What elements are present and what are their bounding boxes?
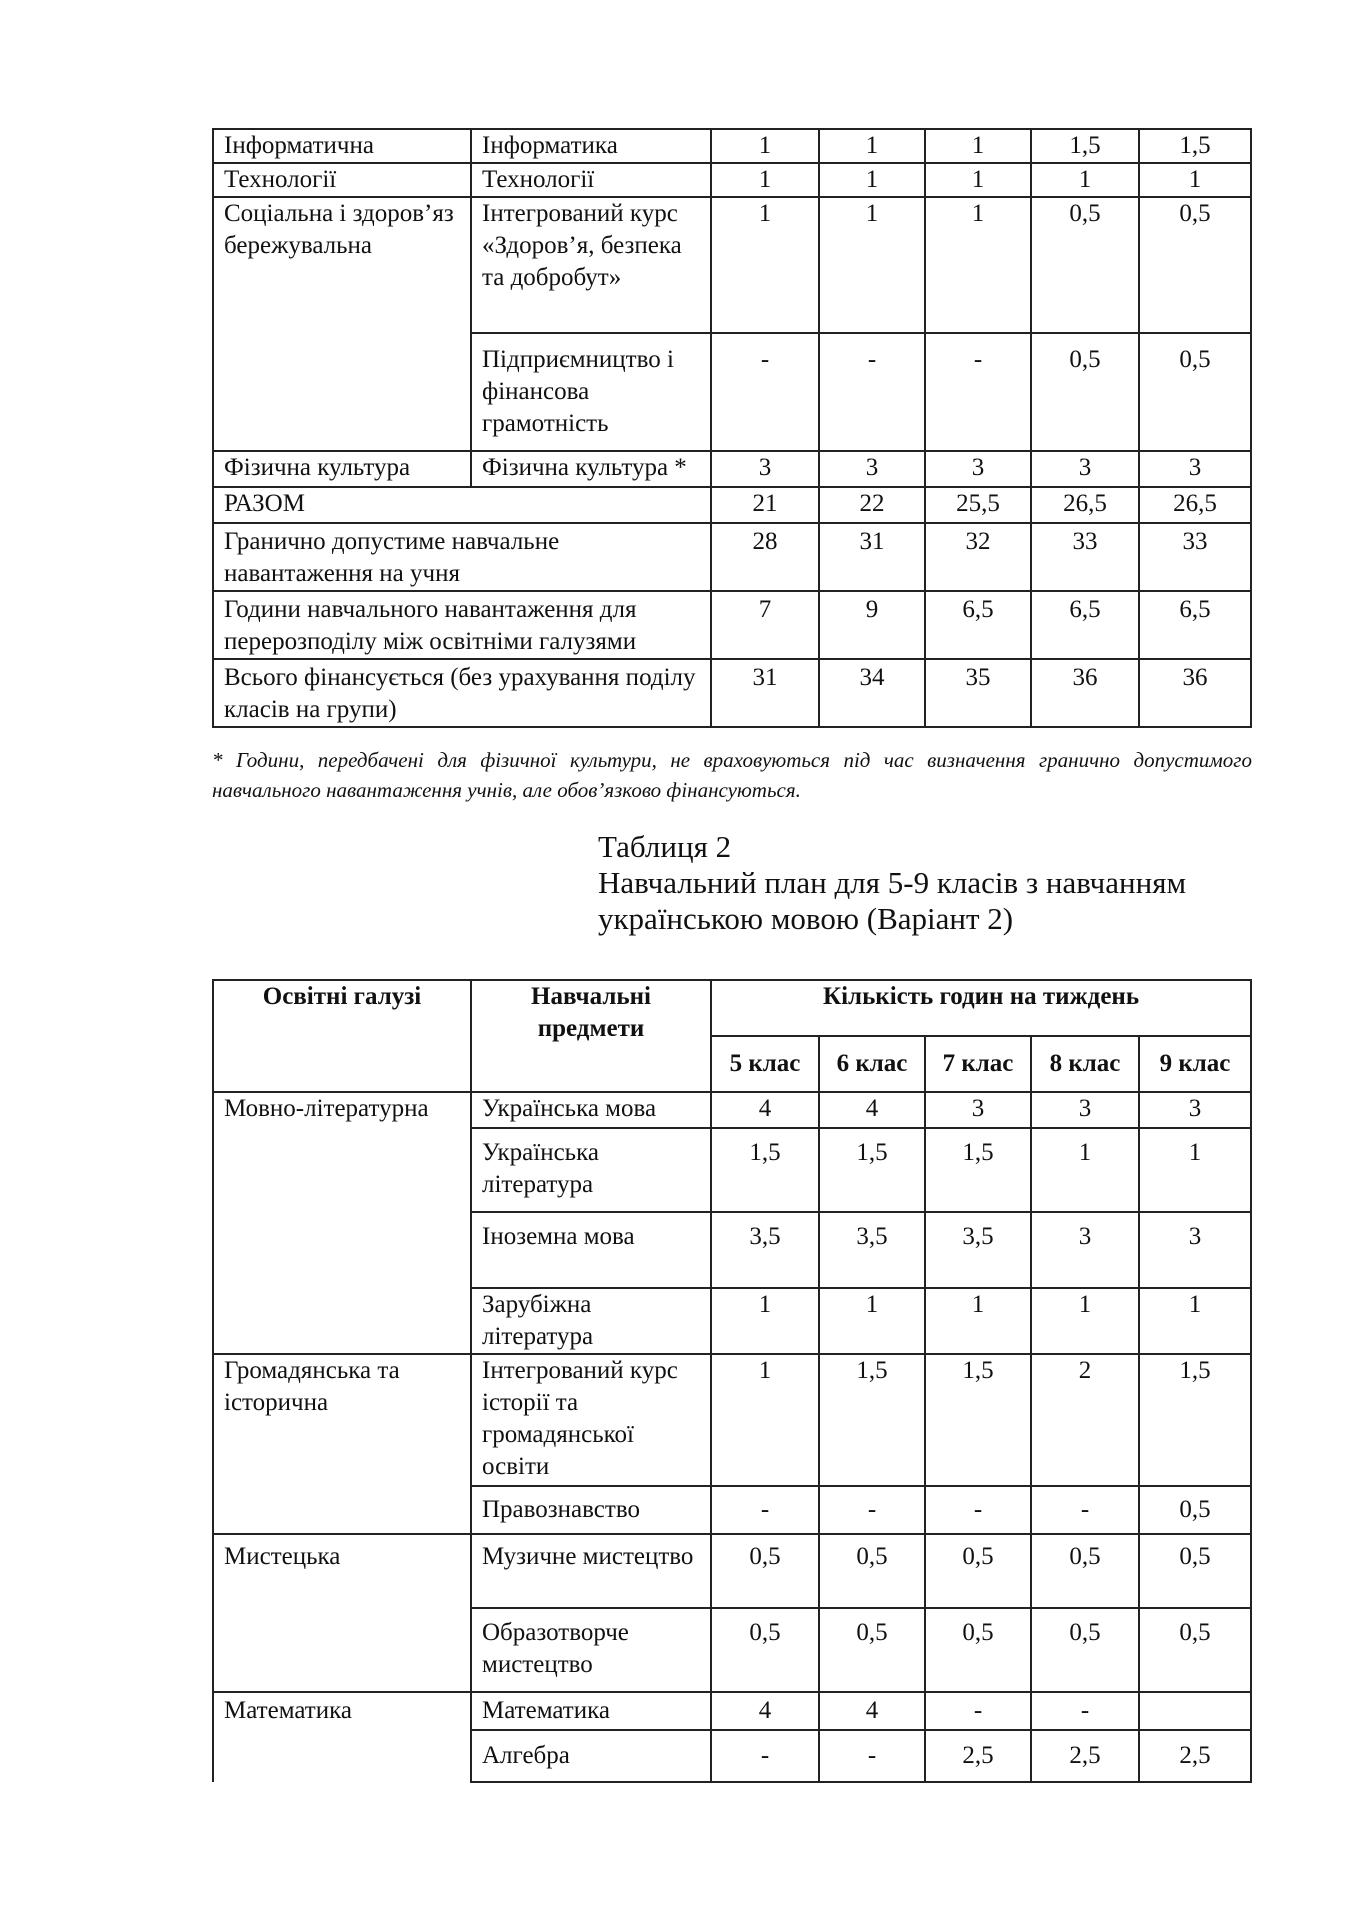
subject-cell: Українська література xyxy=(471,1128,711,1212)
hours-cell: 36 xyxy=(1139,659,1251,727)
hours-cell: - xyxy=(1031,1486,1139,1534)
table-row xyxy=(213,1092,1251,1128)
hours-cell: 3,5 xyxy=(925,1212,1031,1288)
subject-cell: Підприємництво і фінансова грамотність xyxy=(471,333,711,451)
hours-cell: - xyxy=(711,1730,819,1782)
hours-cell: 4 xyxy=(819,1692,925,1730)
subject-cell: Зарубіжна література xyxy=(471,1288,711,1354)
hours-cell: 3 xyxy=(1139,451,1251,487)
subject-cell: Музичне мистецтво xyxy=(471,1534,711,1608)
hours-cell: 0,5 xyxy=(711,1534,819,1608)
hours-cell: 1 xyxy=(925,197,1031,333)
hours-cell: 33 xyxy=(1139,523,1251,591)
footnote: * Години, передбачені для фізичної культури, не враховуються під час визначення гранично допустимого навчального навантаження учнів, але обов’язково фінансуються. xyxy=(212,748,1252,802)
header-row xyxy=(213,980,1251,1036)
hours-cell: 2,5 xyxy=(1139,1730,1251,1782)
header-area: Освітні галузі xyxy=(213,980,471,1092)
hours-cell: 1 xyxy=(711,197,819,333)
hours-cell: 6,5 xyxy=(1031,591,1139,659)
table-row xyxy=(213,451,1251,487)
hours-cell: 0,5 xyxy=(925,1608,1031,1692)
hours-cell: 2,5 xyxy=(1031,1730,1139,1782)
header-hours: Кількість годин на тиждень xyxy=(711,980,1251,1036)
hours-cell: - xyxy=(1031,1692,1139,1730)
hours-cell: - xyxy=(711,333,819,451)
hours-cell: 3 xyxy=(1139,1092,1251,1128)
hours-cell: 1 xyxy=(711,129,819,163)
hours-cell: 1 xyxy=(711,1354,819,1486)
hours-cell: 1 xyxy=(711,163,819,197)
table-row xyxy=(213,129,1251,163)
hours-cell: 1,5 xyxy=(925,1128,1031,1212)
hours-cell: 22 xyxy=(819,487,925,523)
hours-cell: 3,5 xyxy=(711,1212,819,1288)
header-subject: Навчальні предмети xyxy=(471,980,711,1092)
hours-cell: 0,5 xyxy=(819,1608,925,1692)
hours-cell: 2 xyxy=(1031,1354,1139,1486)
hours-cell: 3 xyxy=(925,451,1031,487)
area-cell: Математика xyxy=(213,1692,471,1782)
hours-cell: 4 xyxy=(819,1092,925,1128)
subject-cell: Інформатика xyxy=(471,129,711,163)
table-row xyxy=(213,1692,1251,1730)
hours-cell: 3 xyxy=(1031,451,1139,487)
hours-cell: 1 xyxy=(925,129,1031,163)
hours-cell: 26,5 xyxy=(1139,487,1251,523)
hours-cell: 4 xyxy=(711,1092,819,1128)
hours-cell: 1 xyxy=(1031,1288,1139,1354)
hours-cell: 28 xyxy=(711,523,819,591)
subject-cell: Технології xyxy=(471,163,711,197)
subject-cell: Інтегрований курс історії та громадянської освіти xyxy=(471,1354,711,1486)
table-2 xyxy=(212,979,1252,1783)
area-cell: Технології xyxy=(213,163,471,197)
hours-cell: 1,5 xyxy=(1139,129,1251,163)
summary-label: Гранично допустиме навчальне навантаження на учня xyxy=(213,523,711,591)
hours-cell: 0,5 xyxy=(1139,1608,1251,1692)
hours-cell: 1 xyxy=(819,197,925,333)
hours-cell: 1,5 xyxy=(819,1354,925,1486)
table-row xyxy=(213,487,1251,523)
hours-cell: 34 xyxy=(819,659,925,727)
table-row xyxy=(213,591,1251,659)
hours-cell: 1 xyxy=(1139,1128,1251,1212)
hours-cell: - xyxy=(819,1486,925,1534)
hours-cell: 0,5 xyxy=(1139,333,1251,451)
area-cell: Громадянська та історична xyxy=(213,1354,471,1534)
summary-label: Всього фінансується (без урахування поділу класів на групи) xyxy=(213,659,711,727)
header-grade: 6 клас xyxy=(819,1036,925,1092)
summary-label: Години навчального навантаження для перерозподілу між освітніми галузями xyxy=(213,591,711,659)
area-cell: Мовно-літературна xyxy=(213,1092,471,1354)
hours-cell: - xyxy=(711,1486,819,1534)
hours-cell: 0,5 xyxy=(1031,1608,1139,1692)
hours-cell: - xyxy=(819,1730,925,1782)
hours-cell: - xyxy=(925,333,1031,451)
hours-cell: 1 xyxy=(1139,163,1251,197)
subject-cell: Фізична культура * xyxy=(471,451,711,487)
table-1-continuation xyxy=(212,128,1252,728)
hours-cell: 0,5 xyxy=(1031,333,1139,451)
area-cell: Соціальна і здоров’язбережувальна xyxy=(213,197,471,451)
hours-cell: - xyxy=(925,1486,1031,1534)
hours-cell: 6,5 xyxy=(1139,591,1251,659)
hours-cell: 33 xyxy=(1031,523,1139,591)
header-grade: 5 клас xyxy=(711,1036,819,1092)
hours-cell: 6,5 xyxy=(925,591,1031,659)
hours-cell: 3 xyxy=(711,451,819,487)
hours-cell: 1 xyxy=(819,129,925,163)
summary-label: РАЗОМ xyxy=(213,487,711,523)
hours-cell: 3,5 xyxy=(819,1212,925,1288)
hours-cell: 1 xyxy=(711,1288,819,1354)
hours-cell: 31 xyxy=(711,659,819,727)
subject-cell: Алгебра xyxy=(471,1730,711,1782)
caption-table-number: Таблиця 2 xyxy=(598,829,732,864)
caption-title-line-1: Навчальний план для 5-9 класів з навчанням xyxy=(598,865,1187,900)
subject-cell: Образотворче мистецтво xyxy=(471,1608,711,1692)
table-caption xyxy=(598,829,1186,937)
hours-cell: 1,5 xyxy=(925,1354,1031,1486)
hours-cell: 21 xyxy=(711,487,819,523)
hours-cell: 0,5 xyxy=(1031,1534,1139,1608)
hours-cell: 1 xyxy=(1031,163,1139,197)
hours-cell: 1,5 xyxy=(711,1128,819,1212)
hours-cell xyxy=(1139,1692,1251,1730)
table-row xyxy=(213,1534,1251,1608)
hours-cell: 0,5 xyxy=(1139,1486,1251,1534)
subject-cell: Інтегрований курс «Здоров’я, безпека та добробут» xyxy=(471,197,711,333)
hours-cell: 3 xyxy=(1031,1092,1139,1128)
table-row xyxy=(213,197,1251,333)
hours-cell: 1 xyxy=(925,1288,1031,1354)
area-cell: Інформатична xyxy=(213,129,471,163)
hours-cell: 2,5 xyxy=(925,1730,1031,1782)
hours-cell: 1 xyxy=(819,1288,925,1354)
hours-cell: 0,5 xyxy=(1031,197,1139,333)
hours-cell: - xyxy=(819,333,925,451)
hours-cell: 3 xyxy=(1031,1212,1139,1288)
hours-cell: 1,5 xyxy=(1139,1354,1251,1486)
area-cell: Мистецька xyxy=(213,1534,471,1692)
hours-cell: 0,5 xyxy=(711,1608,819,1692)
hours-cell: 1 xyxy=(1139,1288,1251,1354)
hours-cell: 7 xyxy=(711,591,819,659)
header-grade: 7 клас xyxy=(925,1036,1031,1092)
hours-cell: 0,5 xyxy=(1139,197,1251,333)
hours-cell: 31 xyxy=(819,523,925,591)
hours-cell: 35 xyxy=(925,659,1031,727)
subject-cell: Українська мова xyxy=(471,1092,711,1128)
caption-title-line-2: українською мовою (Варіант 2) xyxy=(598,901,1014,936)
hours-cell: 1 xyxy=(819,163,925,197)
table-row xyxy=(213,523,1251,591)
hours-cell: 1 xyxy=(1031,1128,1139,1212)
hours-cell: 1 xyxy=(925,163,1031,197)
hours-cell: 3 xyxy=(1139,1212,1251,1288)
hours-cell: 26,5 xyxy=(1031,487,1139,523)
hours-cell: - xyxy=(925,1692,1031,1730)
table-row xyxy=(213,1354,1251,1486)
hours-cell: 1,5 xyxy=(1031,129,1139,163)
subject-cell: Правознавство xyxy=(471,1486,711,1534)
hours-cell: 36 xyxy=(1031,659,1139,727)
hours-cell: 32 xyxy=(925,523,1031,591)
header-grade: 8 клас xyxy=(1031,1036,1139,1092)
hours-cell: 3 xyxy=(819,451,925,487)
hours-cell: 4 xyxy=(711,1692,819,1730)
hours-cell: 3 xyxy=(925,1092,1031,1128)
table-row xyxy=(213,659,1251,727)
hours-cell: 1,5 xyxy=(819,1128,925,1212)
hours-cell: 25,5 xyxy=(925,487,1031,523)
hours-cell: 0,5 xyxy=(925,1534,1031,1608)
table-row xyxy=(213,163,1251,197)
hours-cell: 0,5 xyxy=(819,1534,925,1608)
hours-cell: 0,5 xyxy=(1139,1534,1251,1608)
subject-cell: Математика xyxy=(471,1692,711,1730)
hours-cell: 9 xyxy=(819,591,925,659)
area-cell: Фізична культура xyxy=(213,451,471,487)
subject-cell: Іноземна мова xyxy=(471,1212,711,1288)
header-grade: 9 клас xyxy=(1139,1036,1251,1092)
